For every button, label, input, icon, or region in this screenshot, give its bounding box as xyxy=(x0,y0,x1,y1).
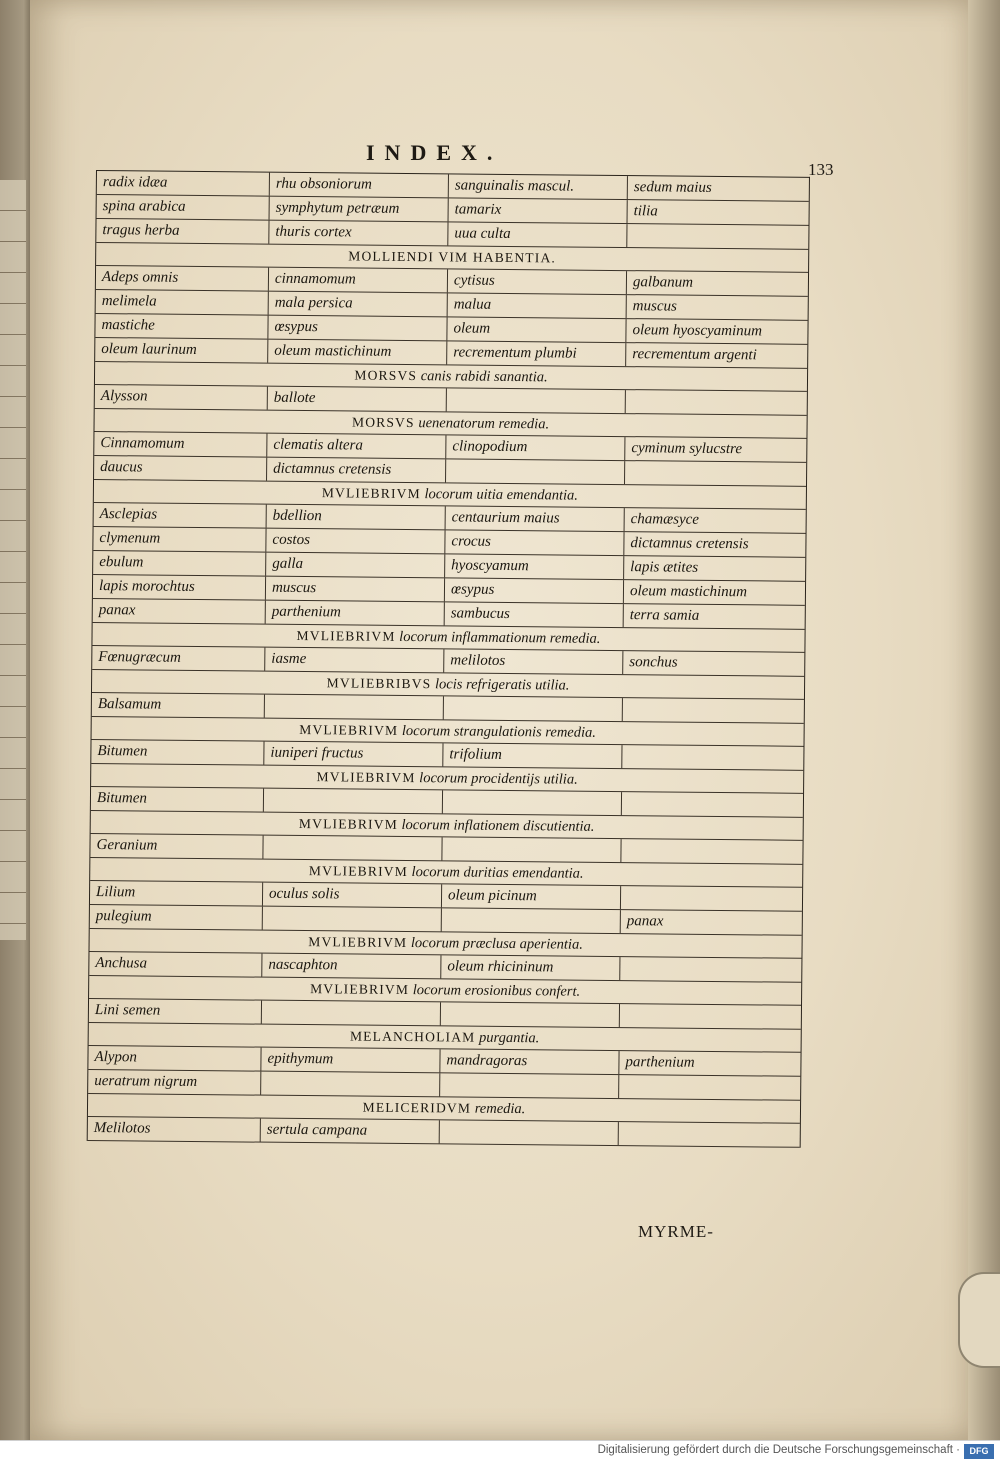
table-cell: epithymum xyxy=(261,1048,440,1073)
table-cell: galbanum xyxy=(627,271,808,296)
table-cell: ueratrum nigrum xyxy=(88,1070,261,1095)
table-cell: oleum laurinum xyxy=(95,338,268,363)
table-cell: iasme xyxy=(265,648,444,673)
table-cell: sertula campana xyxy=(261,1119,440,1144)
table-cell: tragus herba xyxy=(96,219,269,244)
section-heading-caps: MOLLIENDI VIM HABENTIA. xyxy=(348,248,556,265)
section-heading-text: locorum inflationem discutientia. xyxy=(401,817,594,835)
page-edge-right xyxy=(968,0,1000,1440)
table-cell: clinopodium xyxy=(446,435,625,460)
section-heading-caps: MVLIEBRIVM xyxy=(299,722,398,738)
table-cell xyxy=(621,839,802,864)
table-cell: mala persica xyxy=(269,292,448,317)
section-heading-text: purgantia. xyxy=(479,1030,539,1047)
facing-page-lines xyxy=(0,180,26,940)
table-cell: parthenium xyxy=(266,601,445,626)
table-cell: bdellion xyxy=(267,505,446,530)
table-cell: muscus xyxy=(266,577,445,602)
section-heading-caps: MORSVS xyxy=(352,414,415,430)
section-heading-text: locorum erosionibus confert. xyxy=(413,982,581,1000)
table-cell: Alysson xyxy=(95,385,268,410)
table-cell xyxy=(263,836,442,861)
table-cell: Geranium xyxy=(90,834,263,859)
table-cell: tilia xyxy=(628,200,809,225)
table-cell: thuris cortex xyxy=(269,221,448,246)
section-heading-text: locorum procidentijs utilia. xyxy=(419,770,578,788)
section-heading-caps: MVLIEBRIVM xyxy=(309,863,408,879)
table-cell xyxy=(444,696,623,721)
table-cell: cytisus xyxy=(448,269,627,294)
table-cell: oleum picinum xyxy=(442,884,621,909)
section-heading-text: remedia. xyxy=(475,1101,526,1117)
table-cell: clematis altera xyxy=(267,434,446,459)
section-heading-caps: MELICERIDVM xyxy=(363,1100,472,1116)
table-cell xyxy=(621,886,802,911)
table-cell: dictamnus cretensis xyxy=(267,458,446,483)
table-cell: lapis ætites xyxy=(624,556,805,581)
table-cell xyxy=(620,1004,801,1029)
table-cell: Alypon xyxy=(88,1046,261,1071)
section-heading-caps: MVLIEBRIVM xyxy=(297,628,396,644)
page-number: 133 xyxy=(808,160,834,180)
section-heading-caps: MVLIEBRIVM xyxy=(299,816,398,832)
footer-credit: Digitalisierung gefördert durch die Deutsche Forschungsgemeinschaft · xyxy=(598,1444,960,1456)
table-cell: ballote xyxy=(268,387,447,412)
table-cell: Anchusa xyxy=(89,952,262,977)
table-cell: oleum rhicininum xyxy=(441,955,620,980)
table-cell xyxy=(622,745,803,770)
table-cell: centaurium maius xyxy=(446,506,625,531)
table-cell xyxy=(627,224,808,249)
section-heading-caps: MVLIEBRIVM xyxy=(310,981,409,997)
table-cell: Bitumen xyxy=(91,787,264,812)
table-cell: oleum mastichinum xyxy=(268,340,447,365)
table-cell: sonchus xyxy=(623,651,804,676)
table-cell: melilotos xyxy=(444,649,623,674)
table-cell xyxy=(261,1072,440,1097)
table-cell xyxy=(619,1075,800,1100)
table-cell: cinnamomum xyxy=(269,268,448,293)
table-cell: daucus xyxy=(94,456,267,481)
table-cell: sambucus xyxy=(445,602,624,627)
table-cell: spina arabica xyxy=(97,195,270,220)
table-cell: rhu obsoniorum xyxy=(270,173,449,198)
table-cell: panax xyxy=(93,599,266,624)
table-cell: galla xyxy=(266,553,445,578)
table-cell xyxy=(262,1001,441,1026)
table-cell xyxy=(446,459,625,484)
catchword: MYRME- xyxy=(638,1222,714,1242)
table-cell: oculus solis xyxy=(263,883,442,908)
table-cell: Lini semen xyxy=(89,999,262,1024)
table-cell: Bitumen xyxy=(91,740,264,765)
table-cell: recrementum plumbi xyxy=(447,341,626,366)
table-cell xyxy=(443,790,622,815)
section-heading-text: locorum inflammationum remedia. xyxy=(399,629,600,647)
table-cell: malua xyxy=(448,293,627,318)
dfg-logo-icon: DFG xyxy=(964,1444,994,1459)
table-cell: lapis morochtus xyxy=(93,575,266,600)
table-cell: recrementum argenti xyxy=(626,343,807,368)
section-heading-caps: MVLIEBRIVM xyxy=(317,769,416,785)
table-cell: nascaphton xyxy=(262,954,441,979)
page-tab-marker xyxy=(958,1272,1000,1368)
table-cell: ebulum xyxy=(93,551,266,576)
table-cell xyxy=(265,695,444,720)
table-cell: clymenum xyxy=(93,527,266,552)
table-cell: Balsamum xyxy=(92,693,265,718)
table-cell xyxy=(440,1120,619,1145)
index-table xyxy=(87,170,810,1148)
table-cell: terra samia xyxy=(624,604,805,629)
table-cell: Fœnugræcum xyxy=(92,646,265,671)
table-cell xyxy=(447,388,626,413)
section-heading-text: locorum uitia emendantia. xyxy=(424,486,578,503)
section-heading-caps: MVLIEBRIVM xyxy=(308,934,407,950)
section-heading-text: uenenatorum remedia. xyxy=(418,415,549,432)
table-cell xyxy=(442,908,621,933)
table-cell: sedum maius xyxy=(628,176,809,201)
table-cell: uua culta xyxy=(448,222,627,247)
table-cell: Lilium xyxy=(90,881,263,906)
table-cell: dictamnus cretensis xyxy=(624,532,805,557)
table-cell: crocus xyxy=(445,530,624,555)
table-cell: mastiche xyxy=(95,314,268,339)
table-cell: sanguinalis mascul. xyxy=(449,174,628,199)
section-heading-text: locis refrigeratis utilia. xyxy=(435,676,570,693)
table-cell xyxy=(619,1122,800,1147)
table-cell: Asclepias xyxy=(94,503,267,528)
table-cell: Adeps omnis xyxy=(96,266,269,291)
digitization-footer xyxy=(0,1440,1000,1463)
section-heading-text: locorum præclusa aperientia. xyxy=(411,935,583,953)
table-cell: iuniperi fructus xyxy=(264,742,443,767)
page-title: INDEX. xyxy=(366,140,502,166)
table-cell: muscus xyxy=(627,295,808,320)
table-cell: oleum hyoscyaminum xyxy=(626,319,807,344)
section-heading-text: canis rabidi sanantia. xyxy=(421,368,548,385)
table-cell: œsypus xyxy=(268,316,447,341)
table-cell xyxy=(623,698,804,723)
section-heading-caps: MVLIEBRIBVS xyxy=(327,675,432,691)
section-heading-text: locorum duritias emendantia. xyxy=(412,864,584,882)
table-cell: Melilotos xyxy=(88,1117,261,1142)
table-cell: mandragoras xyxy=(440,1049,619,1074)
table-cell xyxy=(441,1002,620,1027)
table-cell: radix idæa xyxy=(97,171,270,196)
table-cell xyxy=(263,907,442,932)
section-heading-caps: MVLIEBRIVM xyxy=(322,485,421,501)
table-cell: trifolium xyxy=(443,743,622,768)
table-cell xyxy=(264,789,443,814)
table-cell xyxy=(620,957,801,982)
table-cell: pulegium xyxy=(90,905,263,930)
table-cell: œsypus xyxy=(445,578,624,603)
table-cell: hyoscyamum xyxy=(445,554,624,579)
table-cell: melimela xyxy=(96,290,269,315)
table-cell: cyminum sylucstre xyxy=(625,437,806,462)
table-cell: Cinnamomum xyxy=(94,432,267,457)
table-cell xyxy=(625,461,806,486)
table-cell xyxy=(440,1073,619,1098)
table-cell: costos xyxy=(266,529,445,554)
table-cell: oleum mastichinum xyxy=(624,580,805,605)
table-cell: oleum xyxy=(447,317,626,342)
section-heading-text: locorum strangulationis remedia. xyxy=(402,723,596,741)
table-cell xyxy=(626,390,807,415)
table-cell: panax xyxy=(621,910,802,935)
table-cell xyxy=(622,792,803,817)
table-cell: symphytum petræum xyxy=(270,197,449,222)
section-heading-caps: MELANCHOLIAM xyxy=(350,1028,476,1044)
table-cell: tamarix xyxy=(449,198,628,223)
table-cell: chamæsyce xyxy=(625,508,806,533)
table-cell xyxy=(442,837,621,862)
section-heading-caps: MORSVS xyxy=(354,367,417,383)
table-cell: parthenium xyxy=(619,1051,800,1076)
